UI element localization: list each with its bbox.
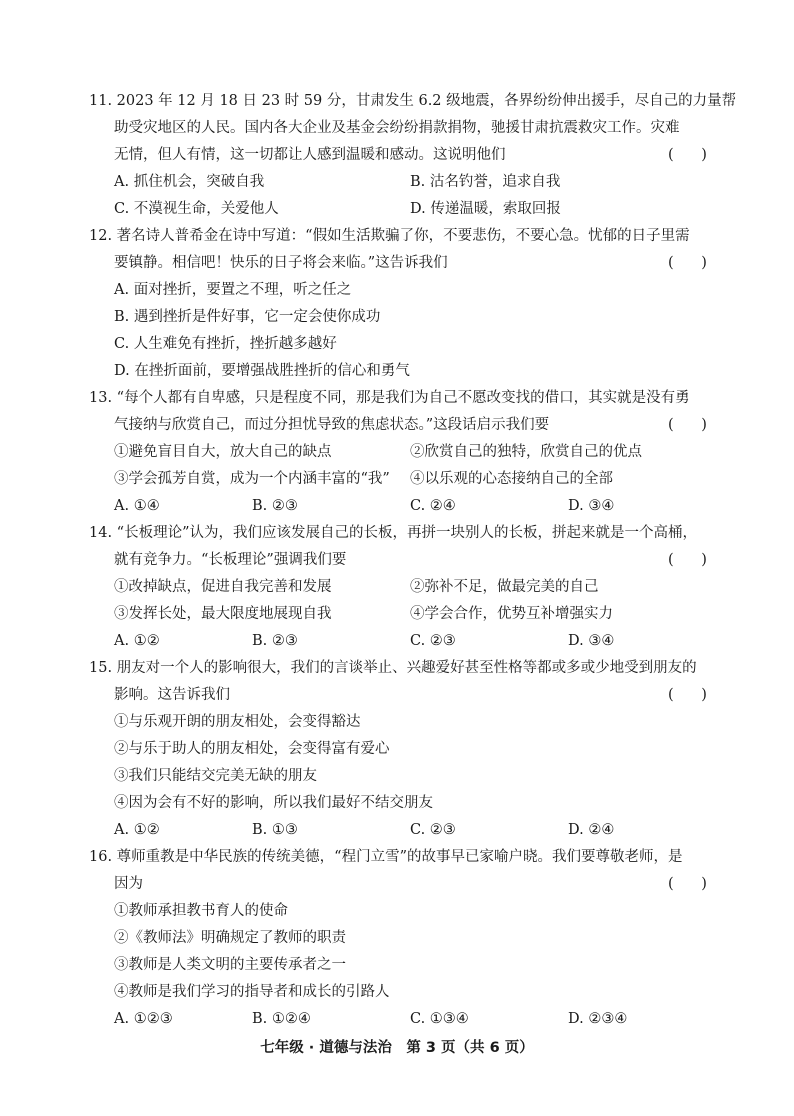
q13-stem-line-2: 气接纳与欣赏自己，而过分担忧导致的焦虑状态。”这段话启示我们要 [114,417,550,433]
q11-answer-paren: ( ) [668,147,707,163]
q12-stem-line-2: 要镇静。相信吧！快乐的日子将会来临。”这告诉我们 [114,255,448,271]
q16-statement-2: ②《教师法》明确规定了教师的职责 [114,930,346,946]
q11-option-d: D. 传递温暖，索取回报 [410,201,561,217]
q15-statement-1: ①与乐观开朗的朋友相处，会变得豁达 [114,714,361,730]
q13-statement-4: ④以乐观的心态接纳自己的全部 [410,471,613,487]
q16-option-b: B. ①②④ [252,1011,311,1027]
q15-option-a: A. ①② [114,822,160,838]
q14-statement-4: ④学会合作，优势互补增强实力 [410,606,613,622]
q14-statement-1: ①改掉缺点，促进自我完善和发展 [114,579,332,595]
q11-option-c: C. 不漠视生命，关爱他人 [114,201,279,217]
q15-option-c: C. ②③ [410,822,456,838]
q12-option-c: C. 人生难免有挫折，挫折越多越好 [114,336,337,352]
q14-stem-line-2: 就有竞争力。“长板理论”强调我们要 [114,552,347,568]
q12-option-d: D. 在挫折面前，要增强战胜挫折的信心和勇气 [114,363,410,379]
q16-option-a: A. ①②③ [114,1011,173,1027]
q11-stem-line-1: 11. 2023 年 12 月 18 日 23 时 59 分，甘肃发生 6.2 级地震，各界纷纷伸出援手，尽自己的力量帮 [89,93,737,109]
q13-statement-1: ①避免盲目自大，放大自己的缺点 [114,444,332,460]
q16-answer-paren: ( ) [668,876,707,892]
q12-option-a: A. 面对挫折，要置之不理，听之任之 [114,282,352,298]
q16-option-d: D. ②③④ [568,1011,628,1027]
q13-answer-paren: ( ) [668,417,707,433]
q15-stem-line-1: 15. 朋友对一个人的影响很大，我们的言谈举止、兴趣爱好甚至性格等都或多或少地受到朋友的 [89,660,697,676]
q16-stem-line-2: 因为 [114,876,143,892]
q13-option-b: B. ②③ [252,498,298,514]
q16-option-c: C. ①③④ [410,1011,469,1027]
q15-answer-paren: ( ) [668,687,707,703]
q14-option-c: C. ②③ [410,633,456,649]
q16-statement-4: ④教师是我们学习的指导者和成长的引路人 [114,984,390,1000]
q13-option-c: C. ②④ [410,498,456,514]
q14-option-b: B. ②③ [252,633,298,649]
page-footer: 七年级 · 道德与法治 第 3 页（共 6 页） [260,1040,534,1056]
q11-stem-line-2: 助受灾地区的人民。国内各大企业及基金会纷纷捐款捐物，驰援甘肃抗震救灾工作。灾难 [114,120,680,136]
q15-stem-line-2: 影响。这告诉我们 [114,687,230,703]
q15-statement-2: ②与乐于助人的朋友相处，会变得富有爱心 [114,741,390,757]
q12-answer-paren: ( ) [668,255,707,271]
q13-stem-line-1: 13. “每个人都有自卑感，只是程度不同，那是我们为自己不愿改变找的借口，其实就是没有勇 [89,390,690,406]
q11-option-b: B. 沽名钓誉，追求自我 [410,174,561,190]
q14-answer-paren: ( ) [668,552,707,568]
q13-statement-3: ③学会孤芳自赏，成为一个内涵丰富的“我” [114,471,390,487]
q13-option-a: A. ①④ [114,498,160,514]
q14-option-a: A. ①② [114,633,160,649]
q11-stem-line-3: 无情，但人有情，这一切都让人感到温暖和感动。这说明他们 [114,147,506,163]
q16-stem-line-1: 16. 尊师重教是中华民族的传统美德，“程门立雪”的故事早已家喻户晓。我们要尊敬老师，是 [89,849,683,865]
q13-statement-2: ②欣赏自己的独特，欣赏自己的优点 [410,444,642,460]
q16-statement-3: ③教师是人类文明的主要传承者之一 [114,957,346,973]
q12-stem-line-1: 12. 著名诗人普希金在诗中写道：“假如生活欺骗了你，不要悲伤，不要心急。忧郁的日子里需 [89,228,690,244]
q14-statement-3: ③发挥长处，最大限度地展现自我 [114,606,332,622]
q13-option-d: D. ③④ [568,498,615,514]
q15-option-d: D. ②④ [568,822,615,838]
q14-option-d: D. ③④ [568,633,615,649]
q15-option-b: B. ①③ [252,822,298,838]
q11-option-a: A. 抓住机会，突破自我 [114,174,265,190]
q14-stem-line-1: 14. “长板理论”认为，我们应该发展自己的长板，再拼一块别人的长板，拼起来就是一个高桶， [89,525,697,541]
q12-option-b: B. 遇到挫折是件好事，它一定会使你成功 [114,309,381,325]
q15-statement-4: ④因为会有不好的影响，所以我们最好不结交朋友 [114,795,433,811]
q15-statement-3: ③我们只能结交完美无缺的朋友 [114,768,317,784]
q14-statement-2: ②弥补不足，做最完美的自己 [410,579,599,595]
q16-statement-1: ①教师承担教书育人的使命 [114,903,288,919]
